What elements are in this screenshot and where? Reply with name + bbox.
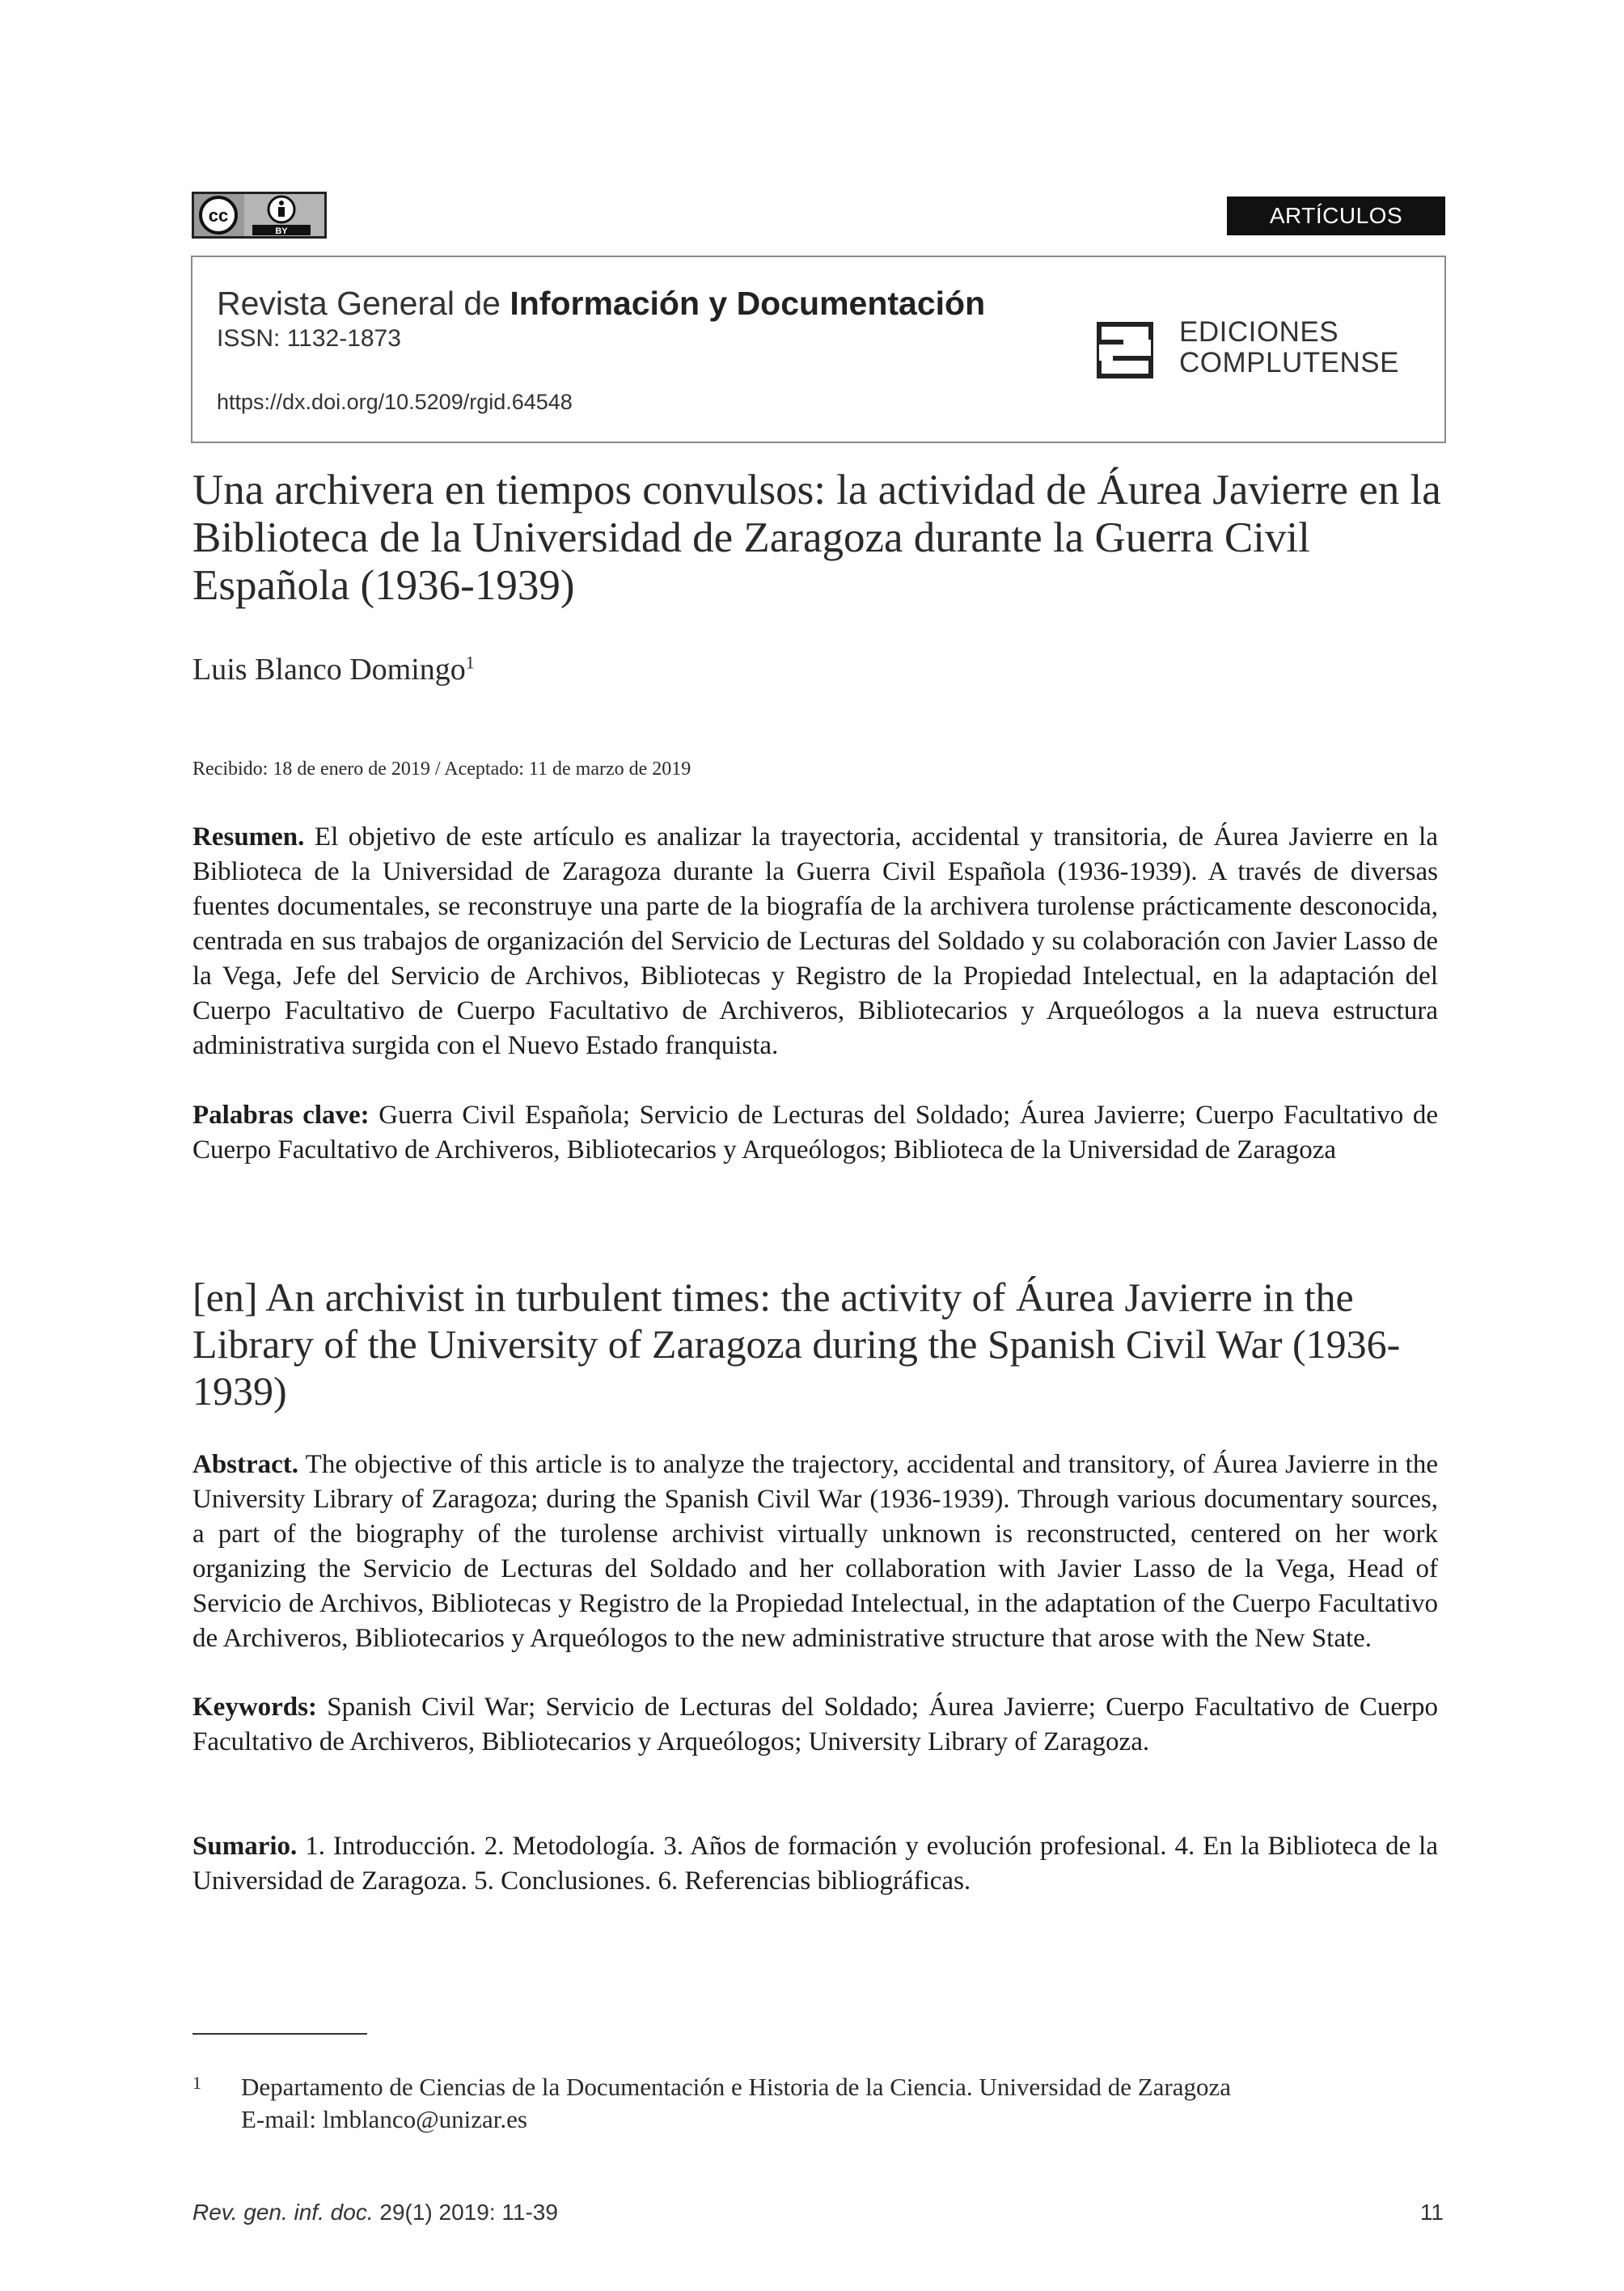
svg-text:BY: BY [275, 226, 288, 236]
publisher-name-line2: COMPLUTENSE [1179, 347, 1399, 378]
keywords-en-label: Keywords: [192, 1693, 317, 1722]
footnote-divider [192, 2033, 367, 2035]
author-footnote-marker: 1 [465, 652, 475, 673]
footnote-email: E-mail: lmblanco@unizar.es [241, 2105, 527, 2133]
footnote-text [241, 2071, 1231, 2136]
author-line [192, 652, 475, 687]
section-label: ARTÍCULOS [1227, 197, 1445, 235]
keywords-es-label: Palabras clave: [192, 1101, 370, 1130]
author-name: Luis Blanco Domingo [192, 653, 466, 687]
journal-title-prefix: Revista General de [217, 285, 510, 322]
keywords-en-text: Spanish Civil War; Servicio de Lecturas del Soldado; Áurea Javierre; Cuerpo Facultativo de Cuerpo Facultativo de Archiveros, Bibliotecarios y Arqueólogos; University Library of Zaragoza. [192, 1693, 1438, 1756]
article-title-en: [en] An archivist in turbulent times: the activity of Áurea Javierre in the Library of the University of Zaragoza during the Spanish Civil War (1936-1939) [192, 1274, 1401, 1414]
footer-journal-abbrev: Rev. gen. inf. doc. [192, 2200, 374, 2225]
journal-title [217, 285, 985, 323]
abstract-es [192, 820, 1438, 1063]
received-accepted-dates: Recibido: 18 de enero de 2019 / Aceptado: 11 de marzo de 2019 [192, 759, 691, 780]
cc-by-icon [194, 194, 324, 236]
page-number: 11 [1419, 2200, 1444, 2225]
footnote-affiliation: Departamento de Ciencias de la Documentación e Historia de la Ciencia. Universidad de Zaragoza [241, 2073, 1232, 2101]
footer-citation [192, 2200, 558, 2225]
svg-text:cc: cc [208, 205, 229, 226]
abstract-en [192, 1448, 1438, 1656]
journal-header-box [191, 256, 1446, 443]
abstract-es-text: El objetivo de este artículo es analizar la trayectoria, accidental y transitoria, de Áurea Javierre en la Biblioteca de la Universidad de Zaragoza durante la Guerra Civil Española (1936-1939). A través de diversas fuentes documentales, se reconstruye una parte de la biografía de la archivera turolense prácticamente desconocida, centrada en sus trabajos de organización del Servicio de Lecturas del Soldado y su colaboración con Javier Lasso de la Vega, Jefe del Servicio de Archivos, Bibliotecas y Registro de la Propiedad Intelectual, en la adaptación del Cuerpo Facultativo de Cuerpo Facultativo de Archiveros, Bibliotecarios y Arqueólogos a la nueva estructura administrativa surgida con el Nuevo Estado franquista. [192, 822, 1438, 1060]
summary-label: Sumario. [192, 1832, 298, 1861]
keywords-en [192, 1690, 1438, 1760]
keywords-es-text: Guerra Civil Española; Servicio de Lecturas del Soldado; Áurea Javierre; Cuerpo Facultativo de Cuerpo Facultativo de Archiveros, Bibliotecarios y Arqueólogos; Biblioteca de la Universidad de Zaragoza [192, 1101, 1438, 1165]
abstract-en-label: Abstract. [192, 1450, 299, 1479]
cc-by-license-badge [192, 192, 327, 239]
publisher-name [1179, 317, 1399, 378]
article-title-es: Una archivera en tiempos convulsos: la actividad de Áurea Javierre en la Biblioteca de la Universidad de Zaragoza durante la Guerra Civil Española (1936-1939) [192, 467, 1441, 609]
journal-title-bold: Información y Documentación [510, 285, 986, 322]
summary [192, 1829, 1438, 1899]
footer-citation-details: 29(1) 2019: 11-39 [373, 2200, 558, 2225]
publisher-logo-icon [1097, 322, 1153, 378]
journal-issn: ISSN: 1132-1873 [217, 325, 401, 352]
journal-doi-link[interactable]: https://dx.doi.org/10.5209/rgid.64548 [217, 390, 573, 414]
keywords-es [192, 1098, 1438, 1168]
footnote-number: 1 [192, 2073, 201, 2093]
summary-text: 1. Introducción. 2. Metodología. 3. Años de formación y evolución profesional. 4. En la Biblioteca de la Universidad de Zaragoza. 5. Conclusiones. 6. Referencias bibliográficas. [192, 1832, 1438, 1896]
abstract-es-label: Resumen. [192, 822, 305, 852]
publisher-name-line1: EDICIONES [1179, 316, 1339, 348]
abstract-en-text: The objective of this article is to analyze the trajectory, accidental and transitory, of Áurea Javierre in the University Library of Zaragoza; during the Spanish Civil War (1936-1939). Through various documentary sources, a part of the biography of the turolense archivist virtually unknown is reconstructed, centered on her work organizing the Servicio de Lecturas del Soldado and her collaboration with Javier Lasso de la Vega, Head of Servicio de Archivos, Bibliotecas y Registro de la Propiedad Intelectual, in the adaptation of the Cuerpo Facultativo de Archiveros, Bibliotecarios y Arqueólogos to the new administrative structure that arose with the New State. [192, 1450, 1438, 1653]
